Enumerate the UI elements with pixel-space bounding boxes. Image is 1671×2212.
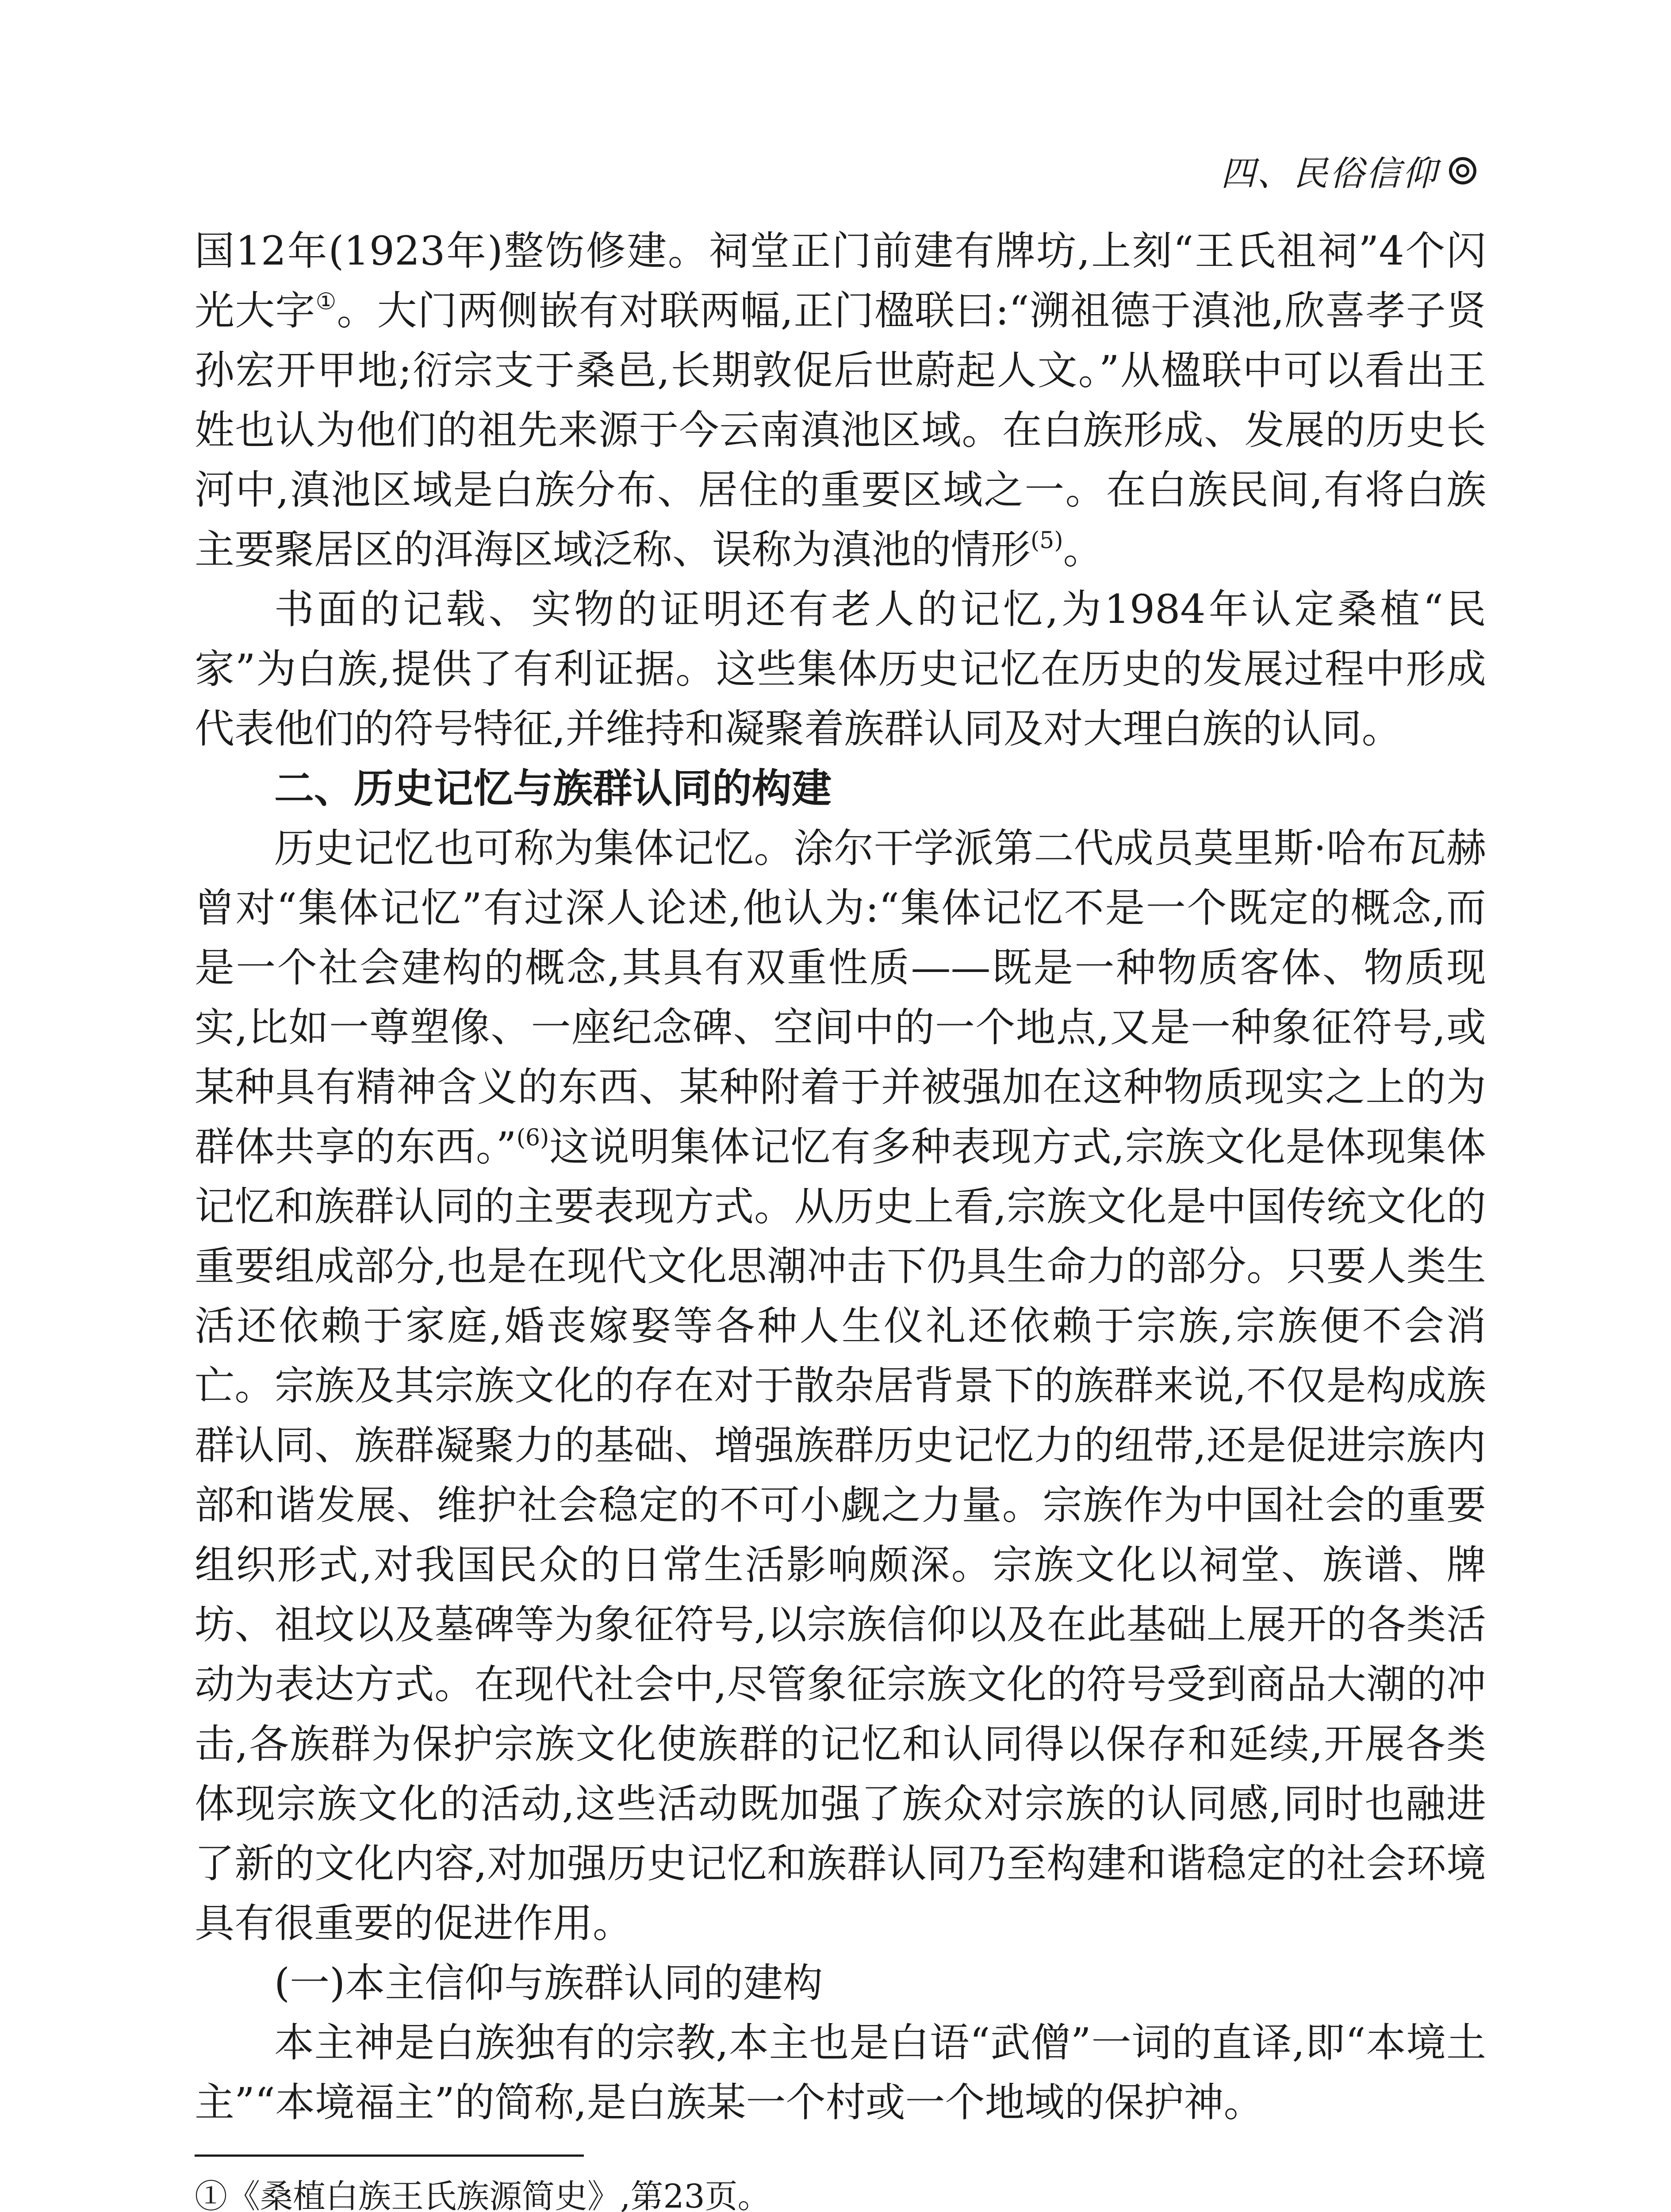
paragraph: 本主神是白族独有的宗教,本主也是白语“武僧”一词的直译,即“本境土主”“本境福主”的简称,是白族某一个村或一个地域的保护神。: [195, 2020, 1486, 2126]
paragraph: 历史记忆也可称为集体记忆。涂尔干学派第二代成员莫里斯·哈布瓦赫曾对“集体记忆”有过深人论述,他认为:“集体记忆不是一个既定的概念,而是一个社会建构的概念,其具有双重性质——既是一种物质客体、物质现实,比如一尊塑像、一座纪念碑、空间中的一个地点,又是一种象征符号,或某种具有精神含义的东西、某种附着于并被强加在这种物质现实之上的为群体共享的东西。”$^{(6)}$这说明集体记忆有多种表现方式,宗族文化是体现集体记忆和族群认同的主要表现方式。从历史上看,宗族文化是中国传统文化的重要组成部分,也是在现代文化思潮冲击下仍具生命力的部分。只要人类生活还依赖于家庭,婚丧嫁娶等各种人生仪礼还依赖于宗族,宗族便不会消亡。宗族及其宗族文化的存在对于散杂居背景下的族群来说,不仅是构成族群认同、族群凝聚力的基础、增强族群历史记忆力的纽带,还是促进宗族内部和谐发展、维护社会稳定的不可小觑之力量。宗族作为中国社会的重要组织形式,对我国民众的日常生活影响颇深。宗族文化以祠堂、族谱、牌坊、祖坟以及墓碑等为象征符号,以宗族信仰以及在此基础上展开的各类活动为表达方式。在现代社会中,尽管象征宗族文化的符号受到商品大潮的冲击,各族群为保护宗族文化使族群的记忆和认同得以保存和延续,开展各类体现宗族文化的活动,这些活动既加强了族众对宗族的认同感,同时也融进了新的文化内容,对加强历史记忆和族群认同乃至构建和谐稳定的社会环境具有很重要的促进作用。: [195, 825, 1486, 1947]
citation-ref-5[interactable]: (5): [1031, 527, 1063, 554]
footnote: ①《桑植白族王氏族源简史》,第23页。: [195, 2177, 770, 2212]
subsection-heading: (一)本主信仰与族群认同的建构: [274, 1960, 823, 2006]
footnote-ref-1[interactable]: ①: [315, 288, 337, 315]
double-circle-icon: [1449, 157, 1476, 184]
citation-ref-6[interactable]: (6): [516, 1125, 549, 1151]
paragraph: 书面的记载、实物的证明还有老人的记忆,为1984年认定桑植“民家”为白族,提供了有利证据。这些集体历史记忆在历史的发展过程中形成代表他们的符号特征,并维持和凝聚着族群认同及对大理白族的认同。: [195, 586, 1486, 752]
footnote-divider: [195, 2154, 584, 2157]
body-text: [195, 221, 1486, 2132]
section-heading: 二、历史记忆与族群认同的构建: [274, 765, 832, 812]
paragraph-continued: 国12年(1923年)整饬修建。祠堂正门前建有牌坊,上刻“王氏祖祠”4个闪光大字①。大门两侧嵌有对联两幅,正门楹联曰:“溯祖德于滇池,欣喜孝子贤孙宏开甲地;衍宗支于桑邑,长期敦促后世蔚起人文。”从楹联中可以看出王姓也认为他们的祖先来源于今云南滇池区域。在白族形成、发展的历史长河中,滇池区域是白族分布、居住的重要区域之一。在白族民间,有将白族主要聚居区的洱海区域泛称、误称为滇池的情形$^{(5)}$。: [195, 228, 1486, 573]
running-title: 四、民俗信仰: [1220, 154, 1438, 194]
running-header: [1221, 146, 1476, 196]
